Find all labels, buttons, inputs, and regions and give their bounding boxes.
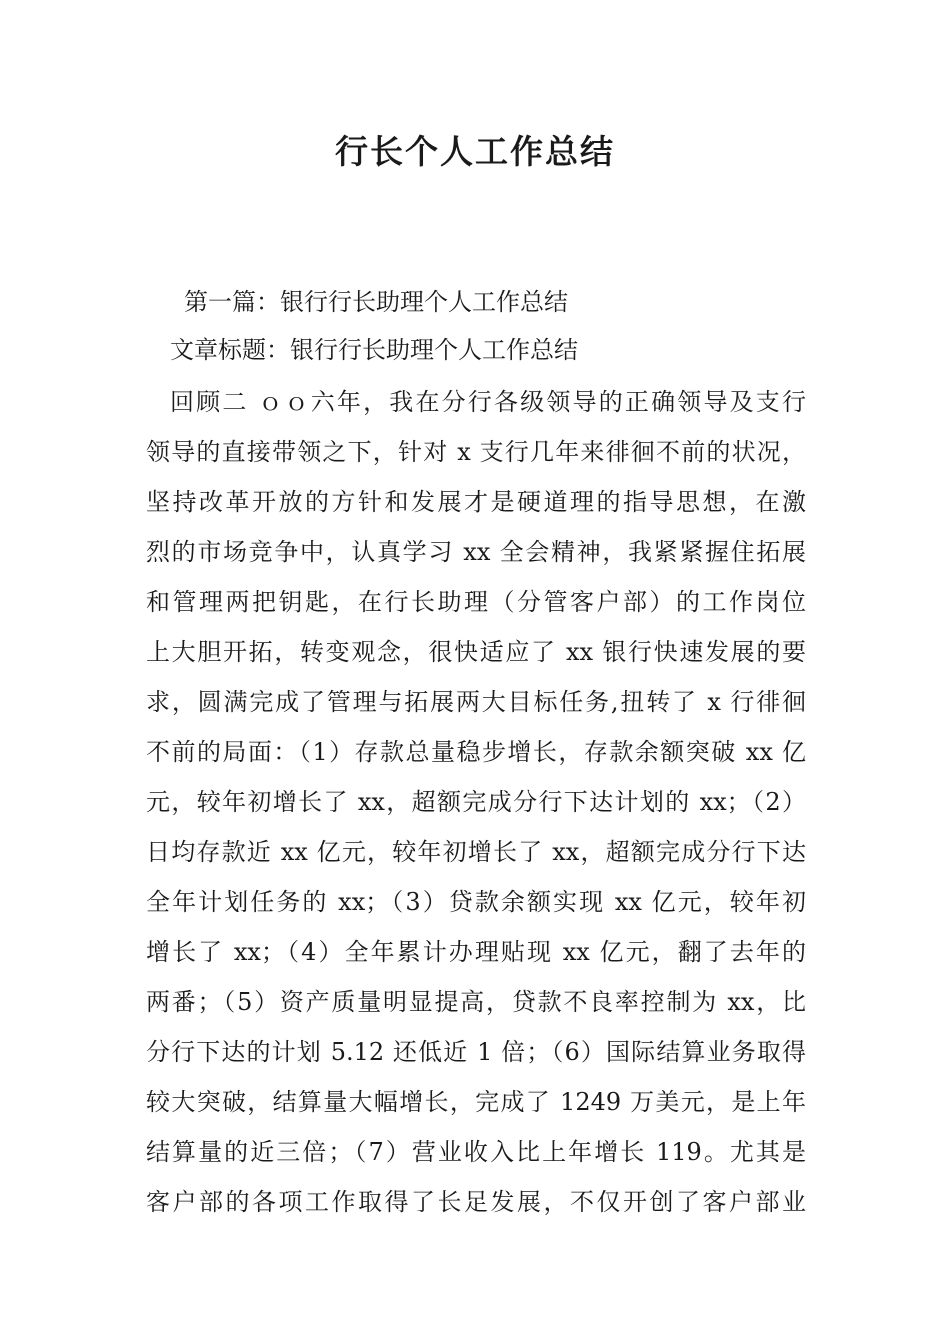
body-line-6: 上大胆开拓，转变观念，很快适应了 xx 银行快速发展的要 — [146, 638, 806, 666]
body-line-11: 全年计划任务的 xx；（3）贷款余额实现 xx 亿元，较年初 — [146, 888, 806, 916]
body-line-16: 结算量的近三倍；（7）营业收入比上年增长 119。尤其是 — [146, 1138, 806, 1166]
body-line-2: 领导的直接带领之下，针对 x 支行几年来徘徊不前的状况， — [146, 438, 806, 466]
article-title-line: 文章标题：银行行长助理个人工作总结 — [170, 336, 578, 364]
body-line-14: 分行下达的计划 5.12 还低近 1 倍；（6）国际结算业务取得 — [146, 1038, 806, 1066]
section-heading: 第一篇：银行行长助理个人工作总结 — [184, 288, 568, 316]
body-line-8: 不前的局面：（1）存款总量稳步增长，存款余额突破 xx 亿 — [146, 738, 806, 766]
body-line-5: 和管理两把钥匙，在行长助理（分管客户部）的工作岗位 — [146, 588, 806, 616]
body-line-9: 元，较年初增长了 xx，超额完成分行下达计划的 xx；（2） — [146, 788, 806, 816]
body-line-17: 客户部的各项工作取得了长足发展，不仅开创了客户部业 — [146, 1188, 806, 1216]
body-line-4: 烈的市场竞争中，认真学习 xx 全会精神，我紧紧握住拓展 — [146, 538, 806, 566]
body-line-1: 回顾二 ｏｏ六年，我在分行各级领导的正确领导及支行 — [170, 388, 806, 416]
body-line-7: 求，圆满完成了管理与拓展两大目标任务,扭转了 x 行徘徊 — [146, 688, 806, 716]
body-line-13: 两番；（5）资产质量明显提高，贷款不良率控制为 xx，比 — [146, 988, 806, 1016]
body-line-12: 增长了 xx；（4）全年累计办理贴现 xx 亿元，翻了去年的 — [146, 938, 806, 966]
body-line-10: 日均存款近 xx 亿元，较年初增长了 xx，超额完成分行下达 — [146, 838, 806, 866]
body-line-15: 较大突破，结算量大幅增长，完成了 1249 万美元，是上年 — [146, 1088, 806, 1116]
body-line-3: 坚持改革开放的方针和发展才是硬道理的指导思想，在激 — [146, 488, 806, 516]
document-title: 行长个人工作总结 — [335, 132, 615, 171]
